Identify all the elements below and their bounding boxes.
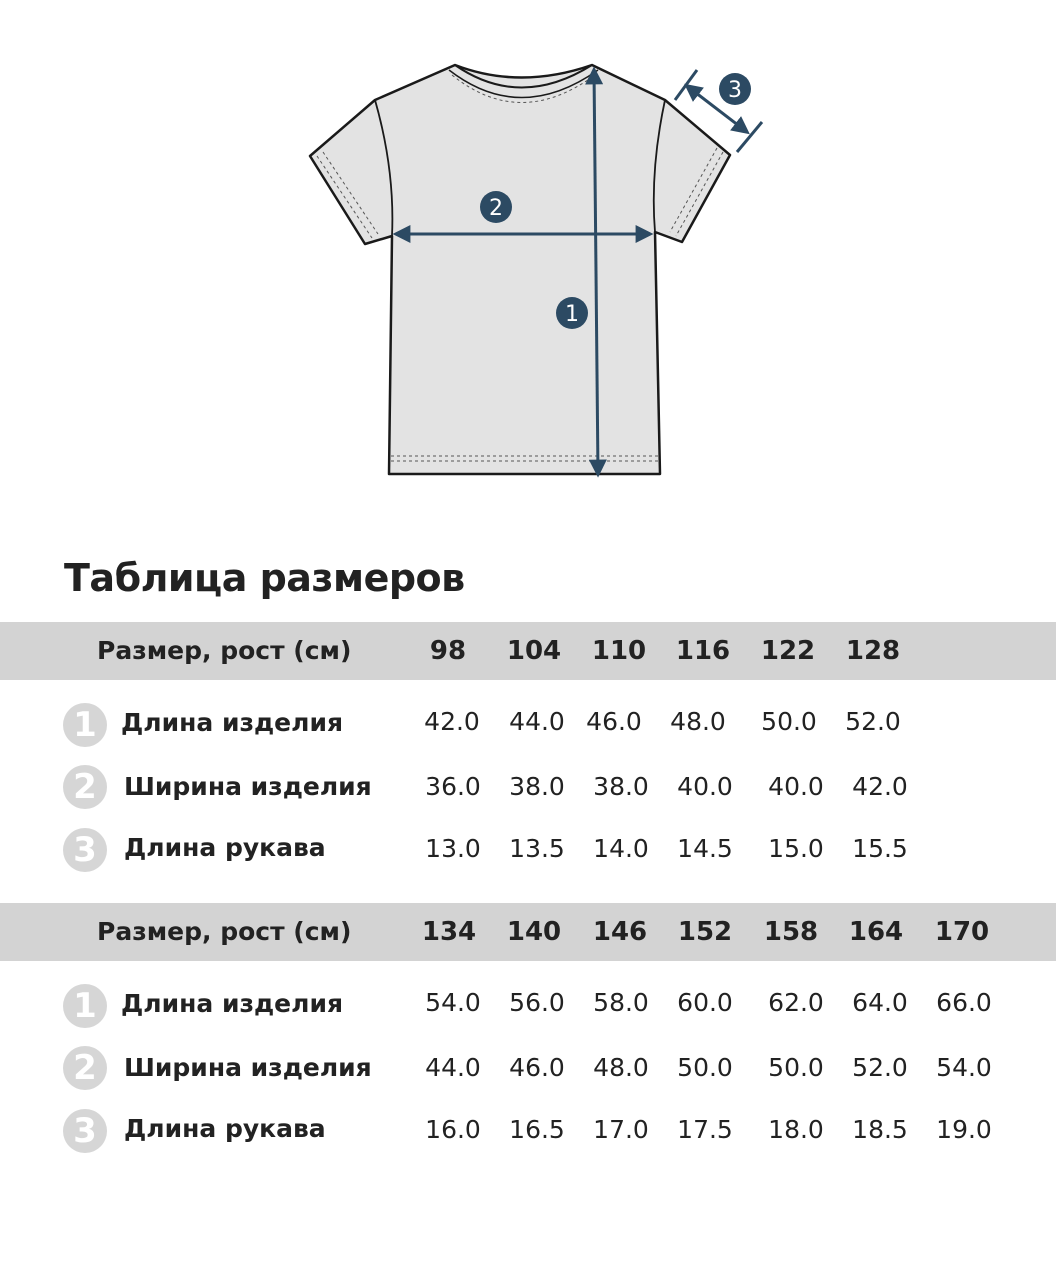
table-cell: 66.0 — [936, 988, 992, 1017]
table-cell: 17.5 — [677, 1115, 733, 1144]
page-title: Таблица размеров — [64, 556, 465, 600]
size-header: 110 — [591, 636, 647, 666]
table-cell: 40.0 — [677, 772, 733, 801]
table-cell: 19.0 — [936, 1115, 992, 1144]
row-label: Ширина изделия — [124, 772, 372, 801]
size-header: 122 — [760, 636, 816, 666]
marker-badge-2 — [480, 191, 512, 223]
table-cell: 38.0 — [509, 772, 565, 801]
table-cell: 14.5 — [677, 834, 733, 863]
table-cell: 52.0 — [852, 1053, 908, 1082]
svg-text:1: 1 — [565, 302, 579, 327]
row-label: Ширина изделия — [124, 1053, 372, 1082]
table-cell: 46.0 — [586, 707, 642, 736]
row-label: Длина рукава — [124, 833, 326, 862]
size-header: 158 — [763, 917, 819, 947]
table-cell: 44.0 — [509, 707, 565, 736]
svg-text:3: 3 — [728, 78, 742, 103]
marker-badge-3 — [719, 73, 751, 105]
table-cell: 54.0 — [425, 988, 481, 1017]
table-cell: 18.0 — [768, 1115, 824, 1144]
table-cell: 42.0 — [852, 772, 908, 801]
row-label: Длина рукава — [124, 1114, 326, 1143]
table-cell: 42.0 — [424, 707, 480, 736]
table-cell: 60.0 — [677, 988, 733, 1017]
row-number-badge: 1 — [63, 703, 107, 747]
table-cell: 56.0 — [509, 988, 565, 1017]
table-cell: 36.0 — [425, 772, 481, 801]
table-cell: 17.0 — [593, 1115, 649, 1144]
row-number-badge: 3 — [63, 1109, 107, 1153]
row-number-badge: 3 — [63, 828, 107, 872]
table-cell: 44.0 — [425, 1053, 481, 1082]
table-cell: 54.0 — [936, 1053, 992, 1082]
table-cell: 16.0 — [425, 1115, 481, 1144]
table-cell: 50.0 — [768, 1053, 824, 1082]
size-header: 152 — [677, 917, 733, 947]
table-cell: 50.0 — [677, 1053, 733, 1082]
table-cell: 58.0 — [593, 988, 649, 1017]
table-cell: 48.0 — [593, 1053, 649, 1082]
table-cell: 16.5 — [509, 1115, 565, 1144]
table-cell: 40.0 — [768, 772, 824, 801]
row-number-badge: 2 — [63, 765, 107, 809]
table-cell: 38.0 — [593, 772, 649, 801]
size-header: 116 — [675, 636, 731, 666]
size-header: 128 — [845, 636, 901, 666]
row-label: Длина изделия — [121, 989, 344, 1018]
size-header: 164 — [848, 917, 904, 947]
row-number-badge: 1 — [63, 984, 107, 1028]
table-1-header-label: Размер, рост (см) — [97, 636, 352, 665]
table-cell: 62.0 — [768, 988, 824, 1017]
table-2-header-label: Размер, рост (см) — [97, 917, 352, 946]
table-cell: 13.0 — [425, 834, 481, 863]
size-header: 170 — [934, 917, 990, 947]
table-cell: 64.0 — [852, 988, 908, 1017]
row-number-badge: 2 — [63, 1046, 107, 1090]
marker-badge-1 — [556, 297, 588, 329]
table-cell: 48.0 — [670, 707, 726, 736]
table-cell: 13.5 — [509, 834, 565, 863]
size-header: 98 — [429, 636, 467, 666]
tshirt-measurement-diagram — [300, 55, 770, 485]
table-cell: 18.5 — [852, 1115, 908, 1144]
table-cell: 15.5 — [852, 834, 908, 863]
table-cell: 15.0 — [768, 834, 824, 863]
size-header: 134 — [421, 917, 477, 947]
tshirt-outline — [310, 65, 730, 474]
row-label: Длина изделия — [121, 708, 344, 737]
size-header: 146 — [592, 917, 648, 947]
svg-text:2: 2 — [489, 196, 503, 221]
size-header: 140 — [506, 917, 562, 947]
table-cell: 50.0 — [761, 707, 817, 736]
table-cell: 52.0 — [845, 707, 901, 736]
table-cell: 14.0 — [593, 834, 649, 863]
table-cell: 46.0 — [509, 1053, 565, 1082]
size-header: 104 — [506, 636, 562, 666]
